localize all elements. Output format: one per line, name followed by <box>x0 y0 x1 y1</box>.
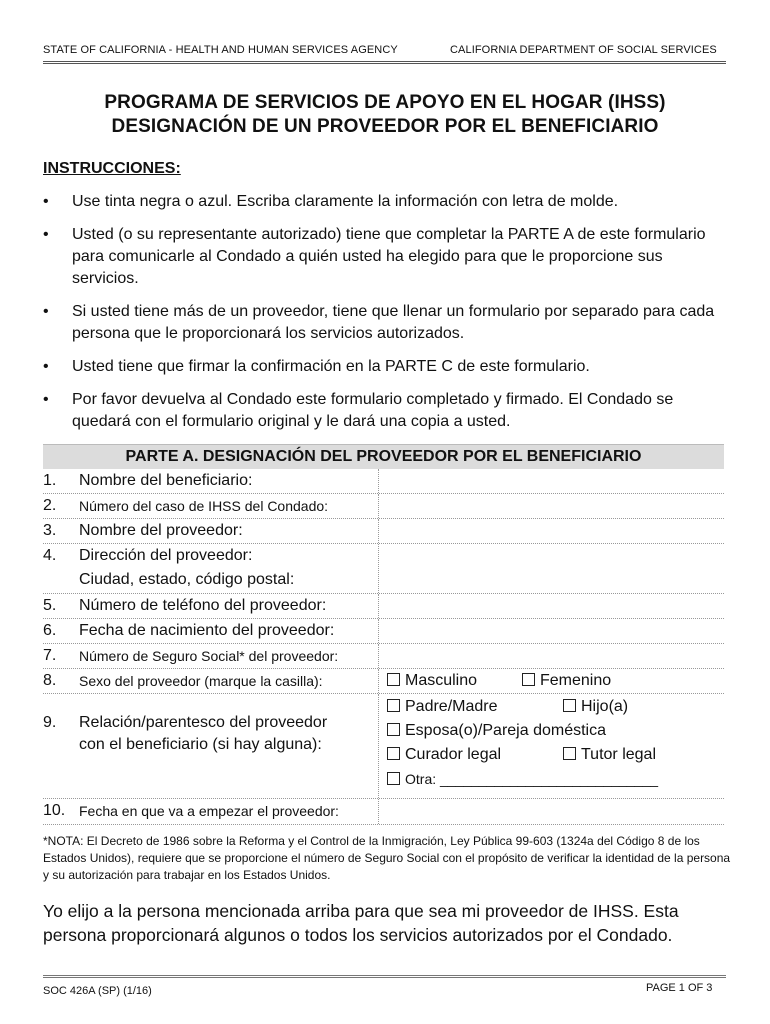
relationship-label: Relación/parentesco del proveedor <box>79 714 328 731</box>
option-curador-legal[interactable]: Curador legal <box>387 743 563 767</box>
checkbox-icon[interactable] <box>387 772 400 785</box>
bullet-icon: • <box>43 226 49 243</box>
row-label: Fecha en que va a empezar el proveedor: <box>79 799 379 824</box>
form-row-provider-address <box>43 544 724 594</box>
row-number: 6. <box>43 622 57 639</box>
form-row-sex <box>43 669 724 694</box>
row-number: 2. <box>43 497 57 514</box>
option-padre-madre[interactable]: Padre/Madre <box>387 695 563 719</box>
checkbox-icon[interactable] <box>387 699 400 712</box>
bullet-icon: • <box>43 193 49 210</box>
provider-ssn-field[interactable] <box>379 644 724 668</box>
form-title-line2: DESIGNACIÓN DE UN PROVEEDOR POR EL BENEFICIARIO <box>111 116 659 137</box>
row-number: 10. <box>43 802 66 819</box>
row-label: Número del caso de IHSS del Condado: <box>79 494 379 518</box>
closing-statement: Yo elijo a la persona mencionada arriba para que sea mi proveedor de IHSS. Esta persona proporcionará algunos o todos los servicios autorizados por el Condado. <box>43 901 679 945</box>
row-number: 4. <box>43 547 57 564</box>
row-label: Número de Seguro Social* del proveedor: <box>79 644 379 668</box>
form-row-ssn <box>43 644 724 669</box>
form-row-beneficiario <box>43 469 724 494</box>
beneficiario-name-field[interactable] <box>379 469 724 493</box>
footer-rule <box>43 975 726 976</box>
ssn-note: *NOTA: El Decreto de 1986 sobre la Reforma y el Control de la Inmigración, Ley Pública 99-603 (1324a del Código 8 de los Estados Unidos), requiere que se proporcione el número de Seguro Social con el propósito de verificar la identidad de la persona y su autorización para trabajar en los Estados Unidos. <box>43 834 731 882</box>
row-label: Fecha de nacimiento del proveedor: <box>79 619 379 643</box>
checkbox-icon[interactable] <box>387 723 400 736</box>
checkbox-icon[interactable] <box>563 699 576 712</box>
row-number: 8. <box>43 672 57 689</box>
instruction-text: Si usted tiene más de un proveedor, tiene que llenar un formulario por separado para cada persona que le proporcionará los servicios autorizados. <box>72 303 715 342</box>
footer-rule-2 <box>43 977 726 978</box>
checkbox-icon[interactable] <box>563 747 576 760</box>
bullet-icon: • <box>43 358 49 375</box>
row-label <box>79 544 379 593</box>
instruction-text: Use tinta negra o azul. Escriba claramente la información con letra de molde. <box>72 193 619 210</box>
form-row-provider-name <box>43 519 724 544</box>
option-esposa-pareja[interactable]: Esposa(o)/Pareja doméstica <box>387 719 606 743</box>
page-number: PAGE 1 OF 3 <box>646 982 713 994</box>
row-number: 5. <box>43 597 57 614</box>
instruction-item <box>43 191 723 213</box>
row-number: 3. <box>43 522 57 539</box>
option-tutor-legal[interactable]: Tutor legal <box>563 743 656 767</box>
row-number: 1. <box>43 472 57 489</box>
bullet-icon: • <box>43 391 49 408</box>
checkbox-icon[interactable] <box>387 747 400 760</box>
form-row-phone <box>43 594 724 619</box>
header-rule-2 <box>43 63 726 64</box>
provider-address-field[interactable] <box>379 544 724 593</box>
start-date-field[interactable] <box>379 799 724 824</box>
relationship-label-2: con el beneficiario (si hay alguna): <box>79 736 322 753</box>
row-label: Número de teléfono del proveedor: <box>79 594 379 618</box>
form-title-line1: PROGRAMA DE SERVICIOS DE APOYO EN EL HOGAR (IHSS) <box>104 92 666 113</box>
form-row-start-date <box>43 799 724 825</box>
provider-phone-field[interactable] <box>379 594 724 618</box>
instruction-item <box>43 301 723 345</box>
option-masculino[interactable]: Masculino <box>387 669 522 693</box>
option-hijo[interactable]: Hijo(a) <box>563 695 628 719</box>
row-label <box>79 694 379 798</box>
relationship-options <box>379 694 724 798</box>
instruction-text: Por favor devuelva al Condado este formulario completado y firmado. El Condado se quedará con el formulario original y le dará una copia a usted. <box>72 391 674 430</box>
row-number: 9. <box>43 714 57 731</box>
instruction-text: Usted (o su representante autorizado) tiene que completar la PARTE A de este formulario para comunicarle al Condado a quién usted ha elegido para que le proporcione sus servicios. <box>72 226 706 287</box>
department-header: CALIFORNIA DEPARTMENT OF SOCIAL SERVICES <box>450 44 717 56</box>
form-row-relationship <box>43 694 724 799</box>
row-label: Sexo del proveedor (marque la casilla): <box>79 669 379 693</box>
checkbox-icon[interactable] <box>522 673 535 686</box>
row-number: 7. <box>43 647 57 664</box>
parte-a-form <box>43 469 724 825</box>
option-femenino[interactable]: Femenino <box>522 669 611 693</box>
header-rule <box>43 61 726 62</box>
form-row-birthdate <box>43 619 724 644</box>
instruction-text: Usted tiene que firmar la confirmación en la PARTE C de este formulario. <box>72 358 590 375</box>
instruction-item <box>43 224 723 290</box>
row-label: Nombre del proveedor: <box>79 519 379 543</box>
form-id: SOC 426A (SP) (1/16) <box>43 985 152 997</box>
checkbox-icon[interactable] <box>387 673 400 686</box>
form-row-case-number <box>43 494 724 519</box>
bullet-icon: • <box>43 303 49 320</box>
agency-header: STATE OF CALIFORNIA - HEALTH AND HUMAN SERVICES AGENCY <box>43 44 398 56</box>
instructions-list <box>43 191 723 444</box>
case-number-field[interactable] <box>379 494 724 518</box>
instruction-item <box>43 356 723 378</box>
parte-a-heading: PARTE A. DESIGNACIÓN DEL PROVEEDOR POR EL BENEFICIARIO <box>43 444 724 469</box>
option-otra[interactable]: Otra: ____________________________ <box>387 767 658 791</box>
instructions-heading: INSTRUCCIONES: <box>43 160 181 177</box>
provider-birthdate-field[interactable] <box>379 619 724 643</box>
row-label: Nombre del beneficiario: <box>79 469 379 493</box>
instruction-item <box>43 389 723 433</box>
city-state-zip-label: Ciudad, estado, código postal: <box>79 571 295 588</box>
provider-name-field[interactable] <box>379 519 724 543</box>
sex-options <box>379 669 724 693</box>
address-label: Dirección del proveedor: <box>79 547 253 564</box>
